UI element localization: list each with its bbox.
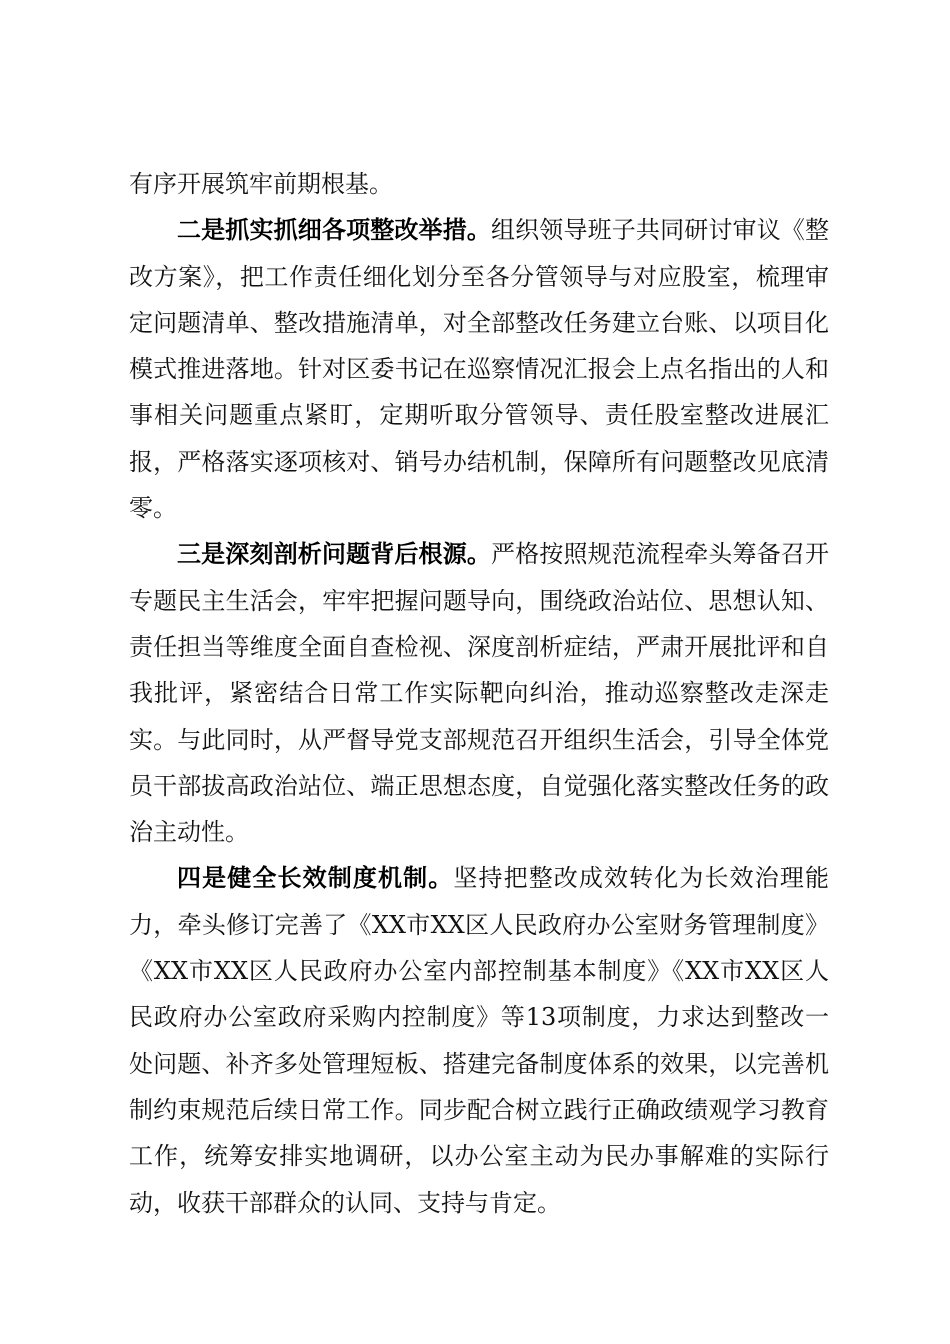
paragraph-heading: 三是深刻剖析问题背后根源。 xyxy=(177,540,491,569)
paragraph-point-3 xyxy=(129,531,829,855)
paragraph-text: 有序开展筑牢前期根基。 xyxy=(129,170,393,198)
paragraph-heading: 四是健全长效制度机制。 xyxy=(177,864,454,893)
paragraph-continuation xyxy=(129,161,829,207)
paragraph-text: 组织领导班子共同研讨审议《整改方案》，把工作责任细化划分至各分管领导与对应股室，梳理审定问题清单、整改措施清单，对全部整改任务建立台账、以项目化模式推进落地。针对区委书记在巡察情况汇报会上点名指出的人和事相关问题重点紧盯，定期听取分管领导、责任股室整改进展汇报，严格落实逐项核对、销号办结机制，保障所有问题整改见底清零。 xyxy=(129,216,829,523)
paragraph-text: 坚持把整改成效转化为长效治理能力，牵头修订完善了《XX市XX区人民政府办公室财务管理制度》《XX市XX区人民政府办公室内部控制基本制度》《XX市XX区人民政府办公室政府采购内控制度》等13项制度，力求达到整改一处问题、补齐多处管理短板、搭建完备制度体系的效果，以完善机制约束规范后续日常工作。同步配合树立践行正确政绩观学习教育工作，统筹安排实地调研，以办公室主动为民办事解难的实际行动，收获干部群众的认同、支持与肯定。 xyxy=(129,864,830,1217)
document-body xyxy=(129,161,829,1226)
paragraph-point-4 xyxy=(129,855,829,1225)
paragraph-text: 严格按照规范流程牵头筹备召开专题民主生活会，牢牢把握问题导向，围绕政治站位、思想认知、责任担当等维度全面自查检视、深度剖析症结，严肃开展批评和自我批评，紧密结合日常工作实际靶向纠治，推动巡察整改走深走实。与此同时，从严督导党支部规范召开组织生活会，引导全体党员干部拔高政治站位、端正思想态度，自觉强化落实整改任务的政治主动性。 xyxy=(129,540,829,847)
paragraph-point-2 xyxy=(129,207,829,531)
paragraph-heading: 二是抓实抓细各项整改举措。 xyxy=(177,216,491,245)
